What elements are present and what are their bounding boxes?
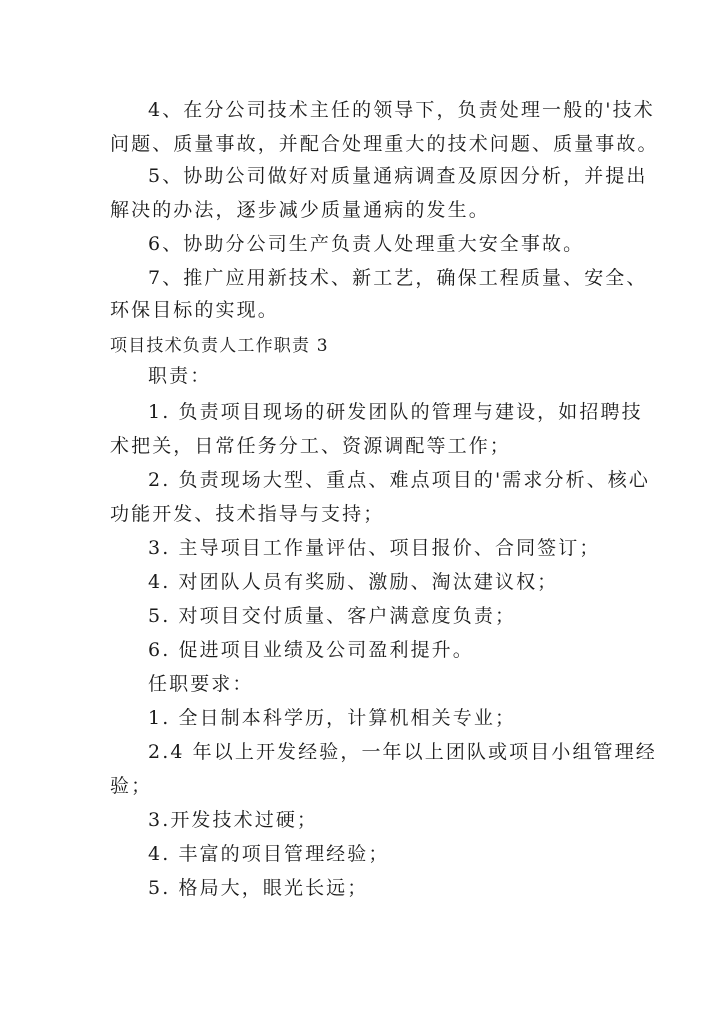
paragraph-line: 4. 丰富的项目管理经验； — [148, 843, 390, 865]
paragraph-line: 1. 全日制本科学历，计算机相关专业； — [148, 707, 517, 729]
paragraph-line: 术把关，日常任务分工、资源调配等工作； — [110, 435, 511, 457]
paragraph-line: 功能开发、技术指导与支持； — [110, 503, 385, 525]
paragraph-line: 问题、质量事故，并配合处理重大的技术问题、质量事故。 — [110, 133, 659, 155]
paragraph-line: 5、协助公司做好对质量通病调查及原因分析，并提出 — [148, 165, 648, 187]
paragraph-line: 4. 对团队人员有奖励、激励、淘汰建议权； — [148, 571, 559, 593]
paragraph-line: 解决的办法，逐步减少质量通病的发生。 — [110, 199, 490, 221]
paragraph-line: 7、推广应用新技术、新工艺，确保工程质量、安全、 — [148, 267, 648, 289]
paragraph-line: 职责： — [148, 365, 212, 387]
paragraph-line: 2.4 年以上开发经验，一年以上团队或项目小组管理经 — [148, 741, 657, 763]
paragraph-line: 2. 负责现场大型、重点、难点项目的'需求分析、核心 — [148, 469, 650, 491]
paragraph-line: 环保目标的实现。 — [110, 299, 279, 321]
paragraph-line: 1. 负责项目现场的研发团队的管理与建设，如招聘技 — [148, 401, 643, 423]
paragraph-line: 验； — [110, 775, 153, 797]
section-heading: 项目技术负责人工作职责 3 — [110, 336, 329, 356]
paragraph-line: 6、协助分公司生产负责人处理重大安全事故。 — [148, 233, 585, 255]
paragraph-line: 5. 对项目交付质量、客户满意度负责； — [148, 605, 517, 627]
paragraph-line: 5. 格局大，眼光长远； — [148, 877, 369, 899]
paragraph-line: 任职要求： — [148, 673, 254, 695]
paragraph-line: 4、在分公司技术主任的领导下，负责处理一般的'技术 — [148, 99, 655, 121]
paragraph-line: 3. 主导项目工作量评估、项目报价、合同签订； — [148, 537, 601, 559]
paragraph-line: 6. 促进项目业绩及公司盈利提升。 — [148, 639, 474, 661]
paragraph-line: 3.开发技术过硬； — [148, 809, 319, 831]
